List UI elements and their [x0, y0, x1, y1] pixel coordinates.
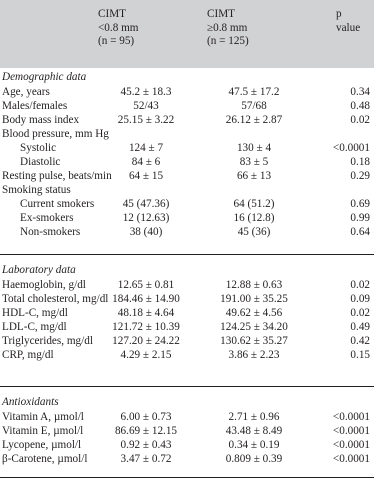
value-cimt-above: 43.48 ± 8.49: [225, 425, 283, 437]
value-cimt-above: 130.62 ± 35.27: [220, 335, 288, 347]
table-row: [0, 183, 374, 197]
value-cimt-below: 184.46 ± 14.90: [112, 293, 180, 305]
row-label: Body mass index: [2, 114, 80, 126]
row-label: Resting pulse, beats/min: [2, 170, 112, 182]
table-bottom-rule: [0, 477, 374, 478]
value-cimt-below: 45 (47.36): [122, 198, 170, 210]
p-value: 0.42: [350, 335, 370, 347]
header-col-cimt-below: [98, 8, 139, 49]
p-value: 0.48: [350, 100, 370, 112]
header-text: <0.8 mm: [98, 21, 139, 34]
p-value: <0.0001: [332, 439, 370, 451]
header-text: p: [336, 8, 342, 20]
row-label: LDL-C, mg/dl: [2, 321, 67, 333]
header-text: CIMT: [98, 8, 126, 20]
table-row: [0, 424, 374, 438]
value-cimt-above: 66 ± 13: [236, 170, 272, 182]
value-cimt-above: 0.34 ± 0.19: [228, 439, 280, 451]
value-cimt-above: 3.86 ± 2.23: [228, 349, 280, 361]
header-text: (n = 95): [98, 35, 135, 47]
value-cimt-above: 130 ± 4: [236, 142, 272, 154]
p-value: 0.34: [350, 86, 370, 98]
table-row: [0, 113, 374, 127]
value-cimt-above: 191.00 ± 35.25: [220, 293, 288, 305]
table-row: [0, 127, 374, 141]
p-value: 0.64: [350, 226, 370, 238]
value-cimt-above: 45 (36): [237, 226, 271, 238]
table-row: [0, 452, 374, 466]
section-title: Antioxidants: [2, 396, 59, 408]
row-label: Diastolic: [20, 156, 61, 168]
p-value: 0.69: [350, 198, 370, 210]
value-cimt-above: 26.12 ± 2.87: [225, 114, 283, 126]
row-label: Vitamin E, µmol/l: [2, 425, 84, 437]
row-label: Vitamin A, µmol/l: [2, 411, 84, 423]
p-value: <0.0001: [332, 411, 370, 423]
p-value: <0.0001: [332, 453, 370, 465]
table-row: [0, 320, 374, 334]
value-cimt-below: 124 ± 7: [128, 142, 164, 154]
row-label: Age, years: [2, 86, 50, 98]
row-label: Smoking status: [2, 184, 71, 196]
value-cimt-below: 38 (40): [129, 226, 163, 238]
value-cimt-above: 83 ± 5: [239, 156, 269, 168]
table-row: [0, 306, 374, 320]
p-value: 0.02: [350, 307, 370, 319]
header-col-cimt-above: [207, 8, 249, 49]
header-col-p-value: [336, 8, 360, 35]
section-title: Laboratory data: [2, 264, 76, 276]
section-title: Demographic data: [2, 71, 87, 83]
value-cimt-above: 16 (12.8): [233, 212, 275, 224]
p-value: 0.09: [350, 293, 370, 305]
p-value: 0.02: [350, 279, 370, 291]
row-label: CRP, mg/dl: [2, 349, 54, 361]
section-rule: [0, 254, 374, 255]
header-text: value: [336, 21, 361, 34]
value-cimt-below: 64 ± 15: [128, 170, 164, 182]
value-cimt-below: 84 ± 6: [131, 156, 161, 168]
row-label: β-Carotene, µmol/l: [2, 453, 88, 465]
table-row: [0, 334, 374, 348]
table-row: [0, 438, 374, 452]
table-row: [0, 225, 374, 239]
value-cimt-below: 3.47 ± 0.72: [120, 453, 172, 465]
value-cimt-above: 124.25 ± 34.20: [220, 321, 288, 333]
row-label: Current smokers: [20, 198, 95, 210]
value-cimt-below: 0.92 ± 0.43: [120, 439, 172, 451]
row-label: HDL-C, mg/dl: [2, 307, 68, 319]
row-label: Males/females: [2, 100, 68, 112]
p-value: <0.0001: [332, 142, 370, 154]
value-cimt-above: 64 (51.2): [233, 198, 275, 210]
header-text: CIMT: [207, 8, 235, 20]
row-label: Ex-smokers: [20, 212, 74, 224]
value-cimt-below: 25.15 ± 3.22: [117, 114, 175, 126]
value-cimt-below: 86.69 ± 12.15: [114, 425, 178, 437]
p-value: 0.18: [350, 156, 370, 168]
value-cimt-above: 57/68: [241, 100, 267, 112]
table-row: [0, 292, 374, 306]
table-row: [0, 155, 374, 169]
value-cimt-above: 47.5 ± 17.2: [228, 86, 280, 98]
table-row: [0, 197, 374, 211]
table-row: [0, 169, 374, 183]
row-label: Lycopene, µmol/l: [2, 439, 82, 451]
value-cimt-below: 45.2 ± 18.3: [120, 86, 172, 98]
row-label: Triglycerides, mg/dl: [2, 335, 93, 347]
p-value: 0.15: [350, 349, 370, 361]
table-header: [0, 0, 374, 68]
p-value: 0.49: [350, 321, 370, 333]
value-cimt-below: 48.18 ± 4.64: [117, 307, 175, 319]
p-value: <0.0001: [332, 425, 370, 437]
value-cimt-below: 127.20 ± 24.22: [112, 335, 180, 347]
value-cimt-above: 12.88 ± 0.63: [225, 279, 283, 291]
value-cimt-below: 12 (12.63): [122, 212, 170, 224]
header-text: ≥0.8 mm: [207, 21, 248, 34]
row-label: Systolic: [20, 142, 57, 154]
header-text: (n = 125): [207, 35, 249, 47]
row-label: Total cholesterol, mg/dl: [2, 293, 109, 305]
table-row: [0, 348, 374, 362]
p-value: 0.99: [350, 212, 370, 224]
table-row: [0, 410, 374, 424]
value-cimt-below: 52/43: [133, 100, 159, 112]
value-cimt-below: 12.65 ± 0.81: [117, 279, 175, 291]
value-cimt-above: 2.71 ± 0.96: [228, 411, 280, 423]
row-label: Non-smokers: [20, 226, 81, 238]
row-label: Blood pressure, mm Hg: [2, 128, 109, 140]
value-cimt-below: 121.72 ± 10.39: [112, 321, 180, 333]
p-value: 0.29: [350, 170, 370, 182]
table-row: [0, 278, 374, 292]
table-row: [0, 141, 374, 155]
row-label: Haemoglobin, g/dl: [2, 279, 86, 291]
value-cimt-below: 4.29 ± 2.15: [120, 349, 172, 361]
p-value: 0.02: [350, 114, 370, 126]
value-cimt-below: 6.00 ± 0.73: [120, 411, 172, 423]
value-cimt-above: 49.62 ± 4.56: [225, 307, 283, 319]
section-rule: [0, 386, 374, 387]
value-cimt-above: 0.809 ± 0.39: [225, 453, 283, 465]
table-row: [0, 85, 374, 99]
table-row: [0, 211, 374, 225]
table-row: [0, 99, 374, 113]
